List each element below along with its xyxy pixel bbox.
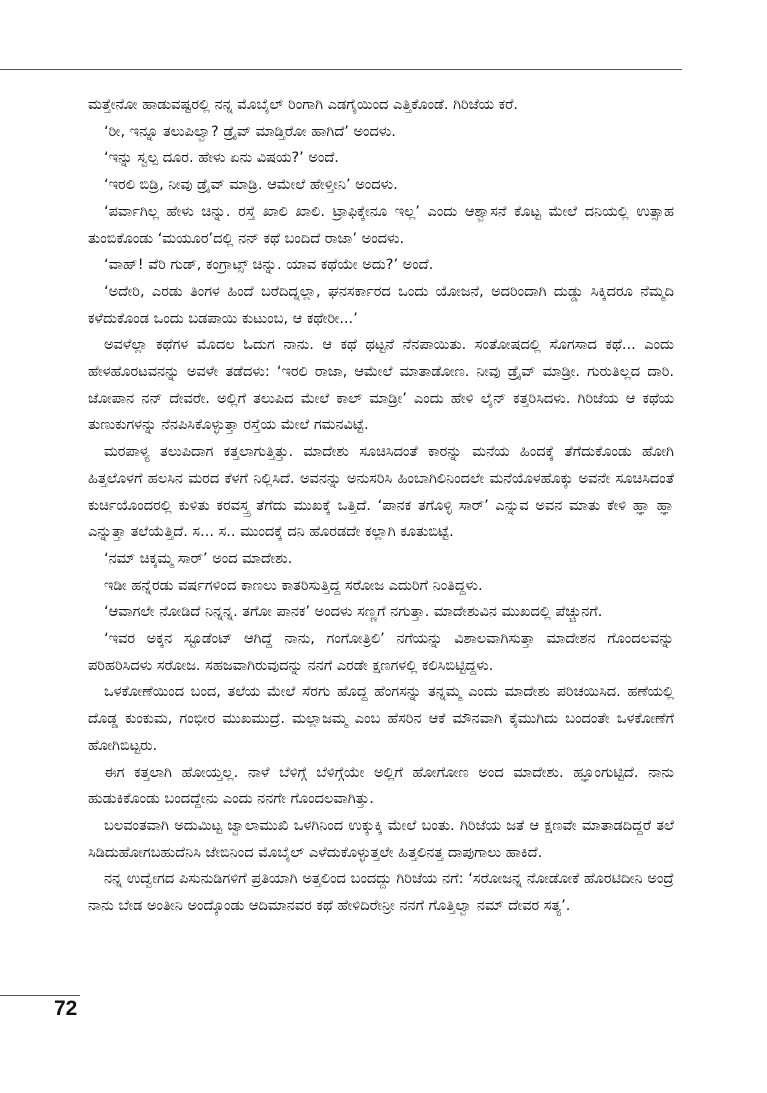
paragraph: ಇಡೀ ಹನ್ನೆರಡು ವರ್ಷಗಳಿಂದ ಕಾಣಲು ಕಾತರಿಸುತ್ತಿದ್ದ ಸರೋಜ ಎದುರಿಗೆ ನಿಂತಿದ್ದಳು. [104,577,483,594]
paragraph: ಮರಪಾಳ್ಯ ತಲುಪಿದಾಗ ಕತ್ತಲಾಗುತ್ತಿತ್ತು. ಮಾದೇಶು ಸೂಚಿಸಿದಂತೆ ಕಾರನ್ನು ಮನೆಯ ಹಿಂದಕ್ಕೆ ತೆಗೆದುಕೊಂಡು ಹೋಗಿ ಹಿತ್ತಲೊಳಗೆ ಹಲಸಿನ ಮರದ ಕೆಳಗೆ ನಿಲ್ಲಿಸಿದೆ. ಅವನನ್ನು ಅನುಸರಿಸಿ ಹಿಂಬಾಗಿಲಿನಿಂದಲೇ ಮನೆಯೊಳಹೊಕ್ಕು ಅವನೇ ಸೂಚಿಸಿದಂತೆ ಕುರ್ಚಿಯೊಂದರಲ್ಲಿ ಕುಳಿತು ಕರವಸ್ತ್ರ ತೆಗೆದು ಮುಖಕ್ಕೆ ಒತ್ತಿದೆ. ‘ಪಾನಕ ತಗೊಳ್ಳಿ ಸಾರ್’ ಎನ್ನುವ ಅವನ ಮಾತು ಕೇಳಿ ಹ್ಞಾ ಹ್ಞಾ ಎನ್ನುತ್ತಾ ತಲೆಯೆತ್ತಿದೆ. ಸ... ಸ.. ಮುಂದಕ್ಕೆ ದನಿ ಹೊರಡದೇ ಕಲ್ಲಾಗಿ ಕೂತುಬಿಟ್ಟೆ. [88,444,674,541]
paragraph: ‘ವಾಹ್! ವೆರಿ ಗುಡ್, ಕಂಗ್ರಾಟ್ಸ್ ಚಿನ್ನು. ಯಾವ ಕಥೆಯೇ ಅದು?’ ಅಂದೆ. [104,257,434,274]
paragraph: ‘ಅದೇರಿ, ಎರಡು ತಿಂಗಳ ಹಿಂದೆ ಬರೆದಿದ್ನಲ್ಲಾ, ಘನಸರ್ಕಾರದ ಒಂದು ಯೋಜನೆ, ಅದರಿಂದಾಗಿ ದುಡ್ಡು ಸಿಕ್ಕಿದರೂ ನೆಮ್ಮದಿ ಕಳೆದುಕೊಂಡ ಒಂದು ಬಡಪಾಯಿ ಕುಟುಂಬ, ಆ ಕಥೇರೀ...’ [88,283,674,327]
paragraph: ‘ರೀ, ಇನ್ನೂ ತಲುಪಿಲ್ವಾ? ಡ್ರೈವ್ ಮಾಡ್ತಿರೋ ಹಾಗಿದೆ’ ಅಂದಳು. [104,123,396,140]
paragraph: ಈಗ ಕತ್ತಲಾಗಿ ಹೋಯ್ತಲ್ಲ. ನಾಳೆ ಬೆಳಿಗ್ಗೆ ಬೆಳಿಗ್ಗೆಯೇ ಅಲ್ಲಿಗೆ ಹೋಗೋಣ ಅಂದ ಮಾದೇಶು. ಹ್ಞೂಂಗುಟ್ಟಿದೆ. ನಾನು ಹುಡುಕಿಕೊಂಡು ಬಂದದ್ದೇನು ಎಂದು ನನಗೇ ಗೊಂದಲವಾಗಿತ್ತು. [88,764,674,808]
paragraph: ಬಲವಂತವಾಗಿ ಅದುಮಿಟ್ಟ ಜ್ವಾಲಾಮುಖಿ ಒಳಗಿನಿಂದ ಉಕ್ಕುಕ್ಕಿ ಮೇಲೆ ಬಂತು. ಗಿರಿಜೆಯ ಜತೆ ಆ ಕ್ಷಣವೇ ಮಾತಾಡದಿದ್ದರೆ ತಲೆ ಸಿಡಿದುಹೋಗಬಹುದೆನಿಸಿ ಜೇಬಿನಿಂದ ಮೊಬೈಲ್ ಎಳೆದುಕೊಳ್ಳುತ್ತಲೇ ಹಿತ್ತಲಿನತ್ತ ದಾಪುಗಾಲು ಹಾಕಿದೆ. [88,817,674,861]
header-rule [0,69,682,70]
page-body [88,92,674,920]
paragraph: ‘ಪರ್ವಾಗಿಲ್ಲ ಹೇಳು ಚಿನ್ನು. ರಸ್ತೆ ಖಾಲಿ ಖಾಲಿ. ಟ್ರಾಫಿಕ್ಕೇನೂ ಇಲ್ಲ’ ಎಂದು ಆಶ್ವಾಸನೆ ಕೊಟ್ಟ ಮೇಲೆ ದನಿಯಲ್ಲಿ ಉತ್ಸಾಹ ತುಂಬಿಕೊಂಡು ‘ಮಯೂರ’ದಲ್ಲಿ ನನ್ ಕಥೆ ಬಂದಿದೆ ರಾಜಾ’ ಅಂದಳು. [88,203,674,247]
paragraph: ‘ಇವರ ಅಕ್ಕನ ಸ್ಟೂಡೆಂಟ್ ಆಗಿದ್ದೆ ನಾನು, ಗಂಗೋತ್ರಿಲಿ’ ನಗೆಯನ್ನು ವಿಶಾಲವಾಗಿಸುತ್ತಾ ಮಾದೇಶನ ಗೊಂದಲವನ್ನು ಪರಿಹರಿಸಿದಳು ಸರೋಜ. ಸಹಜವಾಗಿರುವುದನ್ನು ನನಗೆ ಎರಡೇ ಕ್ಷಣಗಳಲ್ಲಿ ಕಲಿಸಿಬಿಟ್ಟಿದ್ದಳು. [88,631,674,674]
page-number: 72 [54,997,78,1020]
paragraph: ‘ಇರಲಿ ಬಿಡ್ರಿ, ನೀವು ಡ್ರೈವ್ ಮಾಡ್ರಿ. ಆಮೇಲೆ ಹೇಳ್ತೀನಿ’ ಅಂದಳು. [104,177,398,194]
paragraph: ‘ನಮ್ ಚಿಕ್ಕಮ್ಮ ಸಾರ್’ ಅಂದ ಮಾದೇಶು. [104,550,293,567]
paragraph: ‘ಇನ್ನು ಸ್ವಲ್ಪ ದೂರ. ಹೇಳು ಏನು ವಿಷಯ?’ ಅಂದೆ. [104,150,339,167]
paragraph: ಅವಳೆಲ್ಲಾ ಕಥೆಗಳ ಮೊದಲ ಓದುಗ ನಾನು. ಆ ಕಥೆ ಥಟ್ಟನೆ ನೆನಪಾಯಿತು. ಸಂತೋಷದಲ್ಲಿ ಸೊಗಸಾದ ಕಥೆ... ಎಂದು ಹೇಳಹೊರಟವನನ್ನು ಅವಳೇ ತಡೆದಳು: ‘ಇರಲಿ ರಾಜಾ, ಆಮೇಲೆ ಮಾತಾಡೋಣ. ನೀವು ಡ್ರೈವ್ ಮಾಡ್ರೀ. ಗುರುತಿಲ್ಲದ ದಾರಿ. ಜೋಪಾನ ನನ್ ದೇವರೇ. ಅಲ್ಲಿಗೆ ತಲುಪಿದ ಮೇಲೆ ಕಾಲ್ ಮಾಡ್ರೀ’ ಎಂದು ಹೇಳಿ ಲೈನ್ ಕತ್ತರಿಸಿದಳು. ಗಿರಿಜೆಯ ಆ ಕಥೆಯ ತುಣುಕುಗಳನ್ನು ನೆನಪಿಸಿಕೊಳ್ಳುತ್ತಾ ರಸ್ತೆಯ ಮೇಲೆ ಗಮನವಿಟ್ಟೆ. [88,337,674,434]
paragraph: ಮತ್ತೇನೋ ಹಾಡುವಷ್ಟರಲ್ಲಿ ನನ್ನ ಮೊಬೈಲ್ ರಿಂಗಾಗಿ ಎಡಗೈಯಿಂದ ಎತ್ತಿಕೊಂಡೆ. ಗಿರಿಜೆಯ ಕರೆ. [88,97,519,113]
paragraph: ನನ್ನ ಉದ್ವೇಗದ ಪಿಸುನುಡಿಗಳಿಗೆ ಪ್ರತಿಯಾಗಿ ಅತ್ತಲಿಂದ ಬಂದದ್ದು ಗಿರಿಜೆಯ ನಗೆ: ‘ಸರೋಜನ್ನ ನೋಡೋಕೆ ಹೊರಟಿದೀನಿ ಅಂದ್ರೆ ನಾನು ಬೇಡ ಅಂತೀನಿ ಅಂದ್ಕೊಂಡು ಆದಿಮಾನವರ ಕಥೆ ಹೇಳಿದಿರೇನ್ರೀ ನನಗೆ ಗೊತ್ತಿಲ್ವಾ ನಮ್ ದೇವರ ಸತ್ಯ’. [88,871,674,915]
paragraph: ‘ಆವಾಗಲೇ ನೋಡಿದೆ ನಿನ್ನನ್ನ. ತಗೋ ಪಾನಕ’ ಅಂದಳು ಸಣ್ಣಗೆ ನಗುತ್ತಾ. ಮಾದೇಶುವಿನ ಮುಖದಲ್ಲಿ ಪೆಚ್ಚುನಗೆ. [104,604,603,621]
paragraph: ಒಳಕೋಣೆಯಿಂದ ಬಂದ, ತಲೆಯ ಮೇಲೆ ಸೆರಗು ಹೊದ್ದ ಹೆಂಗಸನ್ನು ತನ್ನಮ್ಮ ಎಂದು ಮಾದೇಶು ಪರಿಚಯಿಸಿದ. ಹಣೆಯಲ್ಲಿ ದೊಡ್ಡ ಕುಂಕುಮ, ಗಂಭೀರ ಮುಖಮುದ್ರೆ. ಮಲ್ಲಾಜಮ್ಮ ಎಂಬ ಹೆಸರಿನ ಆಕೆ ಮೌನವಾಗಿ ಕೈಮುಗಿದು ಬಂದಂತೇ ಒಳಕೋಣೆಗೆ ಹೋಗಿಬಿಟ್ಟರು. [88,684,674,754]
